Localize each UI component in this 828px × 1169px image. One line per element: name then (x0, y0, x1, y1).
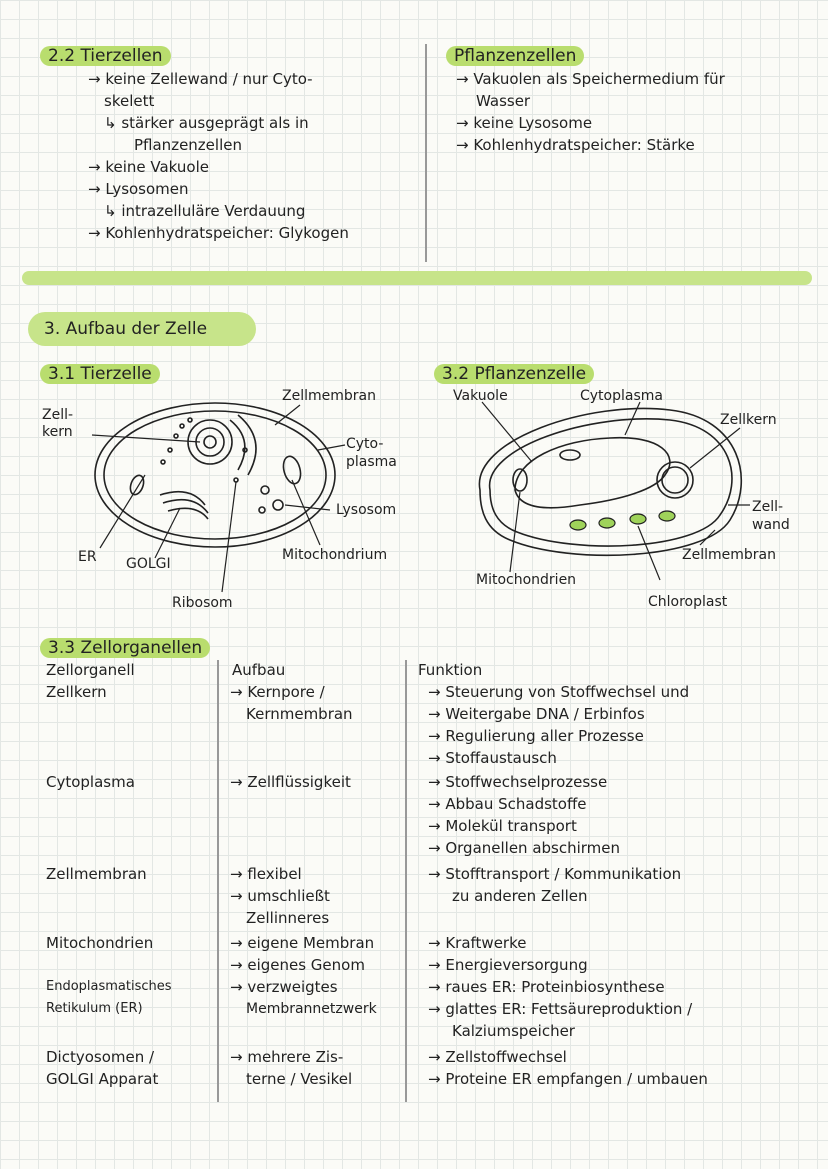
funktion-golgi: → Zellstoffwechsel → Proteine ER empfangen / umbauen (428, 1048, 708, 1088)
organell-mitochondrien: Mitochondrien (46, 934, 154, 952)
label-zellmembran-plant: Zellmembran (682, 547, 776, 563)
list-line: → keine Zellewand / nur Cyto- (88, 70, 313, 88)
list-line: → keine Lysosome (456, 114, 593, 132)
list-line: → Lysosomen (88, 180, 189, 198)
funktion-mitochondrien: → Kraftwerke → Energieversorgung (428, 934, 588, 974)
header-zellorganell: Zellorganell (46, 661, 135, 679)
organell-er: Endoplasmatisches Retikulum (ER) (46, 979, 172, 1016)
label-zellwand: Zell- wand (752, 499, 790, 533)
label-lysosom: Lysosom (336, 502, 397, 518)
header-aufbau: Aufbau (232, 661, 286, 679)
funktion-er: → raues ER: Proteinbiosynthese → glattes ER: Fettsäureproduktion / Kalziumspeicher (428, 978, 693, 1040)
funktion-zellmembran: → Stofftransport / Kommunikation zu anderen Zellen (428, 865, 682, 905)
list-line: skelett (104, 92, 155, 110)
section-3-2-title: 3.2 Pflanzenzelle (434, 362, 594, 386)
funktion-cytoplasma: → Stoffwechselprozesse → Abbau Schadstoffe → Molekül transport → Organellen abschirmen (428, 773, 621, 857)
organell-cytoplasma: Cytoplasma (46, 773, 135, 791)
label-cytoplasma-plant: Cytoplasma (580, 388, 663, 404)
chloroplast (570, 520, 586, 530)
organell-golgi: Dictyosomen / GOLGI Apparat (46, 1048, 159, 1088)
label-cytoplasma: Cyto- plasma (346, 436, 397, 470)
label-zellkern-plant: Zellkern (720, 412, 777, 428)
header-funktion: Funktion (418, 661, 483, 679)
list-line: → keine Vakuole (88, 158, 209, 176)
section-2-2-title: 2.2 Tierzellen (40, 44, 171, 68)
organell-zellkern: Zellkern (46, 683, 107, 701)
cell-membrane (95, 403, 335, 547)
list-line: → Kohlenhydratspeicher: Stärke (456, 136, 695, 154)
label-zellmembran: Zellmembran (282, 388, 376, 404)
section-3-1-title: 3.1 Tierzelle (40, 362, 160, 386)
list-line: ↳ stärker ausgeprägt als in (104, 114, 309, 132)
aufbau-cytoplasma: → Zellflüssigkeit (230, 773, 351, 791)
list-line: → Kohlenhydratspeicher: Glykogen (88, 224, 349, 242)
list-line: ↳ intrazelluläre Verdauung (104, 202, 306, 220)
list-line: → Vakuolen als Speichermedium für (456, 70, 725, 88)
nucleolus (204, 436, 216, 448)
ribosom (234, 478, 238, 482)
golgi (160, 492, 205, 505)
section-divider (22, 271, 812, 285)
section-3-3-title: 3.3 Zellorganellen (40, 636, 210, 660)
organell-zellmembran: Zellmembran (46, 865, 147, 883)
aufbau-golgi: → mehrere Zis- terne / Vesikel (230, 1048, 353, 1088)
label-zellkern: Zell- kern (42, 407, 74, 440)
vacuole (515, 438, 670, 508)
label-vakuole: Vakuole (453, 388, 508, 404)
table-divider-2 (405, 660, 407, 1102)
aufbau-zellkern: → Kernpore / Kernmembran (230, 683, 353, 723)
list-line: Pflanzenzellen (134, 136, 242, 154)
funktion-zellkern: → Steuerung von Stoffwechsel und → Weitergabe DNA / Erbinfos → Regulierung aller Prozesse → Stoffaustausch (428, 683, 690, 767)
lysosom (273, 500, 283, 510)
aufbau-mitochondrien: → eigene Membran → eigenes Genom (230, 934, 375, 974)
label-chloroplast: Chloroplast (648, 594, 728, 610)
aufbau-er: → verzweigtes Membrannetzwerk (230, 978, 377, 1017)
label-ribosom: Ribosom (172, 595, 233, 611)
list-line: Wasser (476, 92, 531, 110)
label-golgi: GOLGI (126, 556, 171, 572)
label-mitochondrium: Mitochondrium (282, 547, 388, 563)
column-divider (425, 44, 427, 262)
pflanzenzellen-title: Pflanzenzellen (446, 44, 584, 68)
table-divider-1 (217, 660, 219, 1102)
label-mitochondrien: Mitochondrien (476, 572, 577, 588)
aufbau-zellmembran: → flexibel → umschließt Zellinneres (230, 865, 330, 927)
section-3-title: 3. Aufbau der Zelle (44, 319, 208, 339)
pflanzenzellen-list (456, 68, 725, 156)
tierzellen-list (88, 68, 349, 244)
label-er: ER (78, 549, 97, 565)
